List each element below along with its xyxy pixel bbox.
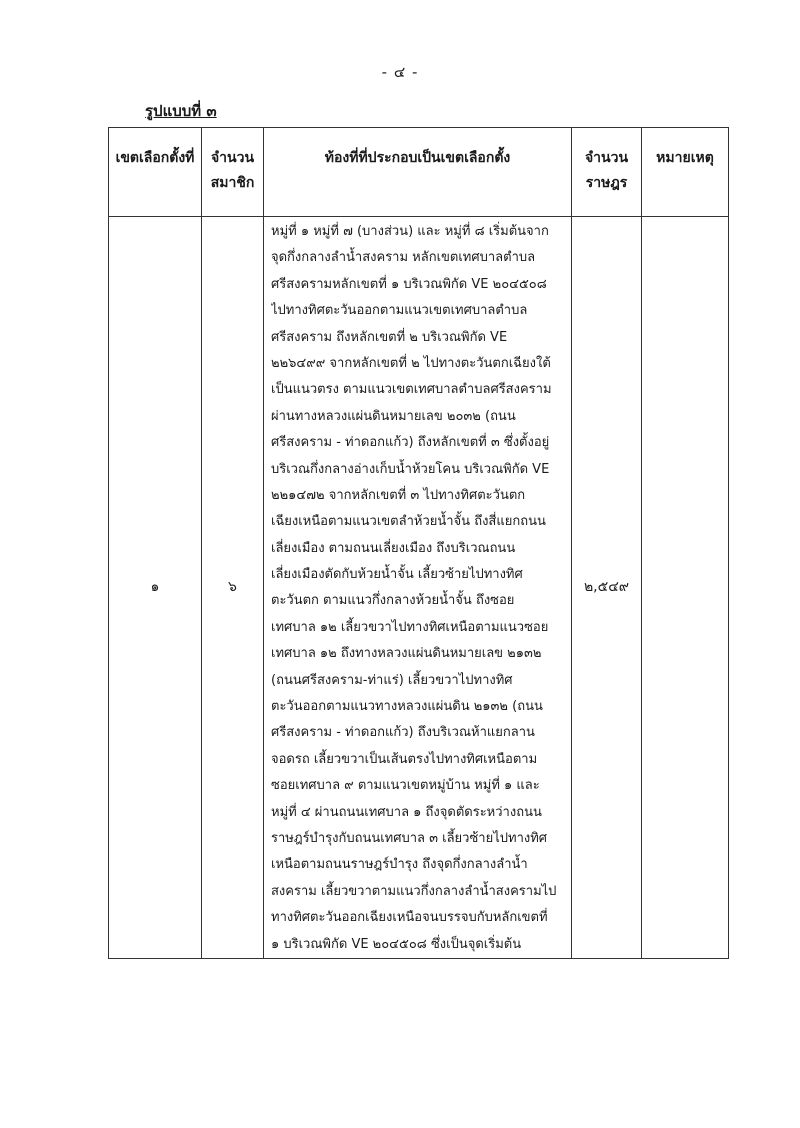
description-line: ศรีสงครามหลักเขตที่ ๑ บริเวณพิกัด VE ๒๐๔๕๐๘ (271, 276, 547, 292)
description-line: ซอยเทศบาล ๙ ตามแนวเขตหมู่บ้าน หมู่ที่ ๑ และ (271, 778, 540, 794)
description-line: ศรีสงคราม - ท่าดอกแก้ว) ถึงหลักเขตที่ ๓ ซึ่งตั้งอยู่ (271, 435, 550, 451)
description-line: เทศบาล ๑๒ ถึงทางหลวงแผ่นดินหมายเลข ๒๑๓๒ (271, 646, 542, 662)
description-line: เลี่ยงเมือง ตามถนนเลี่ยงเมือง ถึงบริเวณถนน (271, 540, 516, 556)
header-remarks-label: หมายเหตุ (656, 150, 714, 166)
description-line: ศรีสงคราม ถึงหลักเขตที่ ๒ บริเวณพิกัด VE (271, 329, 508, 345)
description-line: เลี่ยงเมืองตัดกับห้วยน้ำจั้น เลี้ยวซ้ายไปทางทิศ (271, 567, 523, 583)
header-zone (109, 128, 202, 217)
header-population-line1: จำนวน (584, 150, 629, 166)
table-header-row (109, 128, 729, 217)
description-line: ๒๒๖๔๙๙ จากหลักเขตที่ ๒ ไปทางตะวันตกเฉียงใต้ (271, 355, 551, 371)
description-line: ผ่านทางหลวงแผ่นดินหมายเลข ๒๐๓๒ (ถนน (271, 408, 516, 424)
description-line: ศรีสงคราม - ท่าดอกแก้ว) ถึงบริเวณห้าแยกลาน (271, 725, 535, 741)
description-line: สงคราม เลี้ยวขวาตามแนวกึ่งกลางลำน้ำสงครามไป (271, 883, 557, 899)
header-zone-label: เขตเลือกตั้งที่ (115, 150, 195, 166)
header-area-label: ท้องที่ที่ประกอบเป็นเขตเลือกตั้ง (324, 150, 511, 166)
page-number: - ๔ - (381, 63, 419, 81)
header-remarks (642, 128, 729, 217)
description-line: ทางทิศตะวันออกเฉียงเหนือจนบรรจบกับหลักเขตที่ (271, 910, 548, 926)
description-line: ตะวันออกตามแนวทางหลวงแผ่นดิน ๒๑๓๒ (ถนน (271, 699, 543, 715)
description-line: ตะวันตก ตามแนวกึ่งกลางห้วยน้ำจั้น ถึงซอย (271, 593, 515, 609)
description-line: จอดรถ เลี้ยวขวาเป็นเส้นตรงไปทางทิศเหนือตาม (271, 751, 538, 767)
description-line: เป็นแนวตรง ตามแนวเขตเทศบาลตำบลศรีสงคราม (271, 382, 552, 398)
description-line: เฉียงเหนือตามแนวเขตลำห้วยน้ำจั้น ถึงสี่แยกถนน (271, 514, 546, 530)
population-cell: ๒,๕๔๙ (572, 217, 642, 959)
remarks-cell (642, 217, 729, 959)
header-population-line2: ราษฎร (585, 175, 628, 191)
description-line: ไปทางทิศตะวันออกตามแนวเขตเทศบาลตำบล (271, 303, 528, 319)
member-count-cell: ๖ (202, 217, 264, 959)
description-line: เหนือตามถนนราษฎร์บำรุง ถึงจุดกึ่งกลางลำน้ำ (271, 857, 528, 873)
description-line: จุดกึ่งกลางลำน้ำสงคราม หลักเขตเทศบาลตำบล (271, 250, 536, 266)
description-line: หมู่ที่ ๑ หมู่ที่ ๗ (บางส่วน) และ หมู่ที่ ๘ เริ่มต้นจาก (271, 224, 549, 239)
form-heading: รูปแบบที่ ๓ (145, 102, 217, 120)
header-members-line2: สมาชิก (210, 175, 255, 191)
area-description-cell (264, 217, 572, 959)
description-line: ราษฎร์บำรุงกับถนนเทศบาล ๓ เลี้ยวซ้ายไปทางทิศ (271, 830, 548, 846)
description-line: (ถนนศรีสงคราม-ท่าแร่) เลี้ยวขวาไปทางทิศ (271, 672, 513, 688)
header-area (264, 128, 572, 217)
electoral-zone-table (108, 127, 729, 959)
table-row (109, 217, 729, 959)
description-line: เทศบาล ๑๒ เลี้ยวขวาไปทางทิศเหนือตามแนวซอย (271, 619, 549, 635)
description-line: หมู่ที่ ๔ ผ่านถนนเทศบาล ๑ ถึงจุดตัดระหว่างถนน (271, 804, 542, 820)
header-population (572, 128, 642, 217)
description-line: ๒๒๑๔๗๒ จากหลักเขตที่ ๓ ไปทางทิศตะวันตก (271, 487, 526, 503)
description-line: ๑ บริเวณพิกัด VE ๒๐๔๕๐๘ ซึ่งเป็นจุดเริ่มต้น (271, 936, 522, 952)
header-members-line1: จำนวน (210, 150, 255, 166)
zone-number-cell: ๑ (109, 217, 202, 959)
header-members (202, 128, 264, 217)
description-line: บริเวณกึ่งกลางอ่างเก็บน้ำห้วยโคน บริเวณพิกัด VE (271, 461, 550, 477)
